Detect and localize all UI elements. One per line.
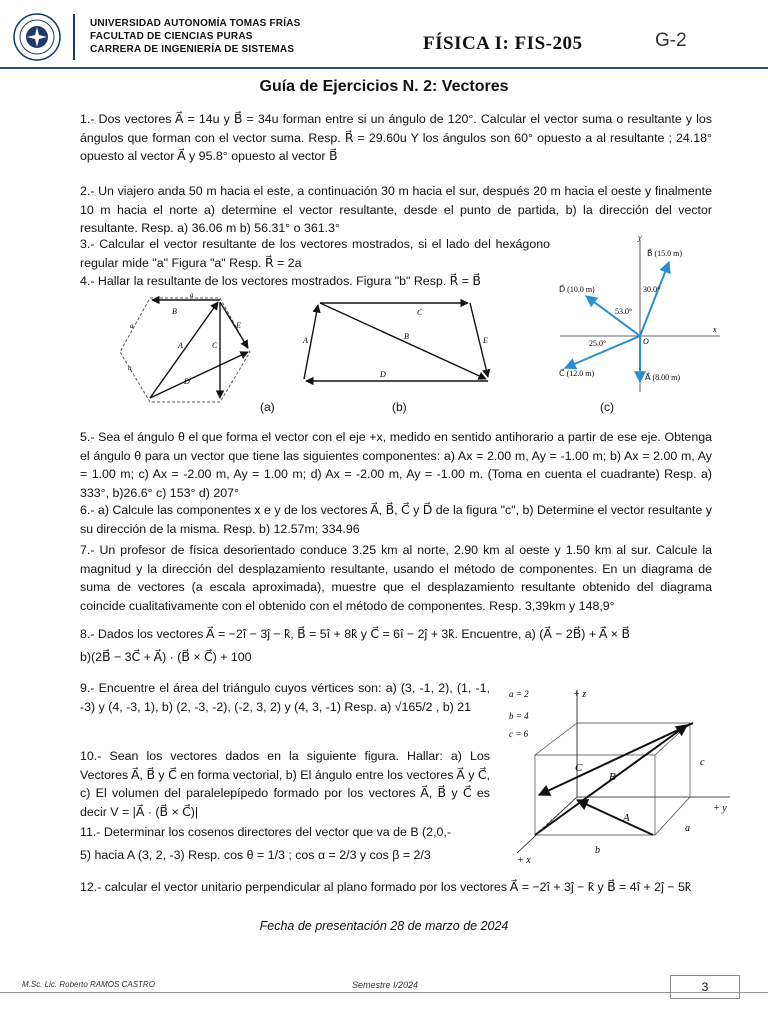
header-divider: [73, 14, 75, 60]
figure-b-label: (b): [392, 400, 407, 414]
problem-10: 10.- Sean los vectores dados en la siguiente figura. Hallar: a) Los Vectores A⃗, B⃗ y C⃗ en forma vectorial, b) El ángulo entre los vectores A⃗ y C⃗, c) El volumen del paralelepípedo formado por los vectores A⃗, B⃗ y C⃗ es decir V = |A⃗ · (B⃗ × C⃗)|: [80, 749, 490, 819]
submission-date: Fecha de presentación 28 de marzo de 2024: [259, 919, 509, 933]
problem-7: 7.- Un profesor de física desorientado conduce 3.25 km al norte, 2.90 km al oeste y 1.50 km al sur. Calcule la magnitud y la dirección del desplazamiento resultante, usando el método de componentes. En un diagrama de suma de vectores (a escala aproximada), muestre que el desplazamiento resultante obtenido del diagrama coincide cualitativamente con el obtenido con el método de componentes. Resp. 3,39km y 148,9°: [80, 543, 712, 613]
footer-author: M.Sc. Lic. Roberto RAMOS CASTRO: [22, 980, 155, 989]
fig-c-ang25: 25.0°: [589, 339, 607, 348]
box-a: a: [685, 823, 690, 834]
course-title: FÍSICA I: FIS-205: [423, 33, 583, 54]
fig-c-x: x: [713, 325, 717, 334]
page-header: [0, 0, 768, 68]
problem-11b: 5) hacia A (3, 2, -3) Resp. cos θ = 1/3 ; cos α = 2/3 y cos β = 2/3: [80, 848, 431, 862]
problem-8a: 8.- Dados los vectores A⃗ = −2î − 3ĵ − k̂, B⃗ = 5î + 8k̂ y C⃗ = 6î − 2ĵ + 3k̂. Encuentre, a) (A⃗ − 2B⃗) + A⃗ × B⃗: [80, 627, 630, 641]
svg-text:B: B: [172, 307, 177, 316]
svg-text:C: C: [212, 341, 218, 350]
problem-6: 6.- a) Calcule las componentes x e y de los vectores A⃗, B⃗, C⃗ y D⃗ de la figura "c", b) Determine el vector resultante y su dirección de la misma. Resp. b) 12.57m; 334.96: [80, 503, 712, 536]
box-c: c: [700, 757, 705, 768]
box-c-val: c = 6: [509, 729, 529, 739]
svg-text:a: a: [130, 322, 134, 330]
problem-8b: b)(2B⃗ − 3C⃗ + A⃗) · (B⃗ × C⃗) + 100: [80, 650, 252, 664]
problem-4: 4.- Hallar la resultante de los vectores mostrados. Figura "b" Resp. R⃗ = B⃗: [80, 274, 481, 288]
fig-c-origin: O: [643, 337, 649, 346]
figure-c-label: (c): [600, 400, 614, 414]
fig-c-A: A⃗ (8.00 m): [645, 373, 681, 382]
problem-9: 9.- Encuentre el área del triángulo cuyos vértices son: a) (3, -1, 2), (1, -1, -3) y (4, -3, 1), b) (2, -3, -2), (-2, 3, 2) y (4, 3, -1) Resp. a) √165/2 , b) 21: [80, 681, 490, 714]
faculty-name: FACULTAD DE CIENCIAS PURAS: [90, 31, 253, 42]
problem-2: 2.- Un viajero anda 50 m hacia el este, a continuación 30 m hacia el sur, después 20 m hacia el oeste y finalmente 10 m hacia el norte a) determine el vector resultante, desde el punto de partida, b) la dirección del vector resultante. Resp. a) 36.06 m b) 56.31° o 361.3°: [80, 184, 712, 235]
header-rule: [0, 67, 768, 69]
svg-text:D: D: [184, 377, 190, 386]
university-seal-icon: [13, 13, 61, 61]
svg-text:A: A: [178, 341, 183, 350]
fig-c-y: y: [638, 233, 642, 242]
box-x: + x: [517, 855, 531, 866]
fig-c-ang53: 53.0°: [615, 307, 633, 316]
svg-text:a: a: [190, 291, 194, 299]
svg-text:A: A: [303, 336, 308, 345]
problem-12: 12.- calcular el vector unitario perpendicular al plano formado por los vectores A⃗ = −2î + 3ĵ − k̂ y B⃗ = 4î + 2ĵ − 5k̂: [80, 880, 692, 894]
group-label: G-2: [655, 30, 687, 51]
figure-b-trapezoid: [300, 295, 500, 390]
footer-semester: Semestre I/2024: [352, 980, 419, 990]
fig-c-B: B⃗ (15.0 m): [647, 249, 683, 258]
problem-1: 1.- Dos vectores A⃗ = 14u y B⃗ = 34u forman entre si un ángulo de 120°. Calcular el vector suma o resultante y los ángulos que forman con el vector suma. Resp. R⃗ = 29.60u Y los ángulos son 60° opuesto a al resultante ; 24.18° opuesto al vector A⃗ y 95.8° opuesto al vector B⃗: [80, 112, 712, 163]
page-title: Guía de Ejercicios N. 2: Vectores: [259, 78, 509, 95]
figure-c-vectors: [555, 232, 725, 402]
svg-text:E: E: [483, 336, 488, 345]
svg-text:a: a: [128, 364, 132, 372]
svg-text:E: E: [236, 321, 241, 330]
career-name: CARRERA DE INGENIERÍA DE SISTEMAS: [90, 44, 295, 55]
box-b: b: [595, 845, 600, 856]
university-name: UNIVERSIDAD AUTONOMÍA TOMAS FRÍAS: [90, 18, 301, 29]
figure-box-parallelepiped: [505, 685, 745, 870]
fig-c-D: D⃗ (10.0 m): [559, 285, 595, 294]
svg-text:B: B: [404, 332, 409, 341]
institution-block: [90, 17, 301, 56]
svg-text:D: D: [380, 370, 386, 379]
box-b-val: b = 4: [509, 711, 529, 721]
box-C: C⃗: [575, 762, 591, 774]
figure-a-label: (a): [260, 400, 275, 414]
box-A: A⃗: [623, 812, 639, 824]
box-B: B⃗: [609, 771, 625, 783]
box-z: + z: [573, 689, 587, 700]
fig-c-C: C⃗ (12.0 m): [559, 369, 595, 378]
footer-rule: [0, 992, 768, 993]
fig-c-ang30: 30.0°: [643, 285, 661, 294]
figure-a-hexagon: [110, 290, 260, 410]
page-number: 3: [670, 975, 740, 999]
box-y: + y: [713, 803, 727, 814]
box-a-val: a = 2: [509, 689, 529, 699]
problem-11a: 11.- Determinar los cosenos directores del vector que va de B (2,0,-: [80, 825, 451, 839]
problem-5: 5.- Sea el ángulo θ el que forma el vector con el eje +x, medido en sentido antihorario a partir de ese eje. Obtenga el ángulo θ para un vector que tiene las siguientes componentes: a) Ax = 2.00 m, Ay = -1.00 m; b) Ax = 2.00 m, Ay = 1.00 m; c) Ax = -2.00 m, Ay = 1.00 m; d) Ax = -2.00 m, Ay = -1.00 m. (Toma en cuenta el cuadrante) Resp. a) 333°, b)26.6° c) 153° d) 207°: [80, 430, 712, 500]
problem-3: 3.- Calcular el vector resultante de los vectores mostrados, si el lado del hexágono regular mide "a" Figura "a" Resp. R⃗ = 2a: [80, 237, 550, 270]
svg-text:C: C: [417, 308, 423, 317]
